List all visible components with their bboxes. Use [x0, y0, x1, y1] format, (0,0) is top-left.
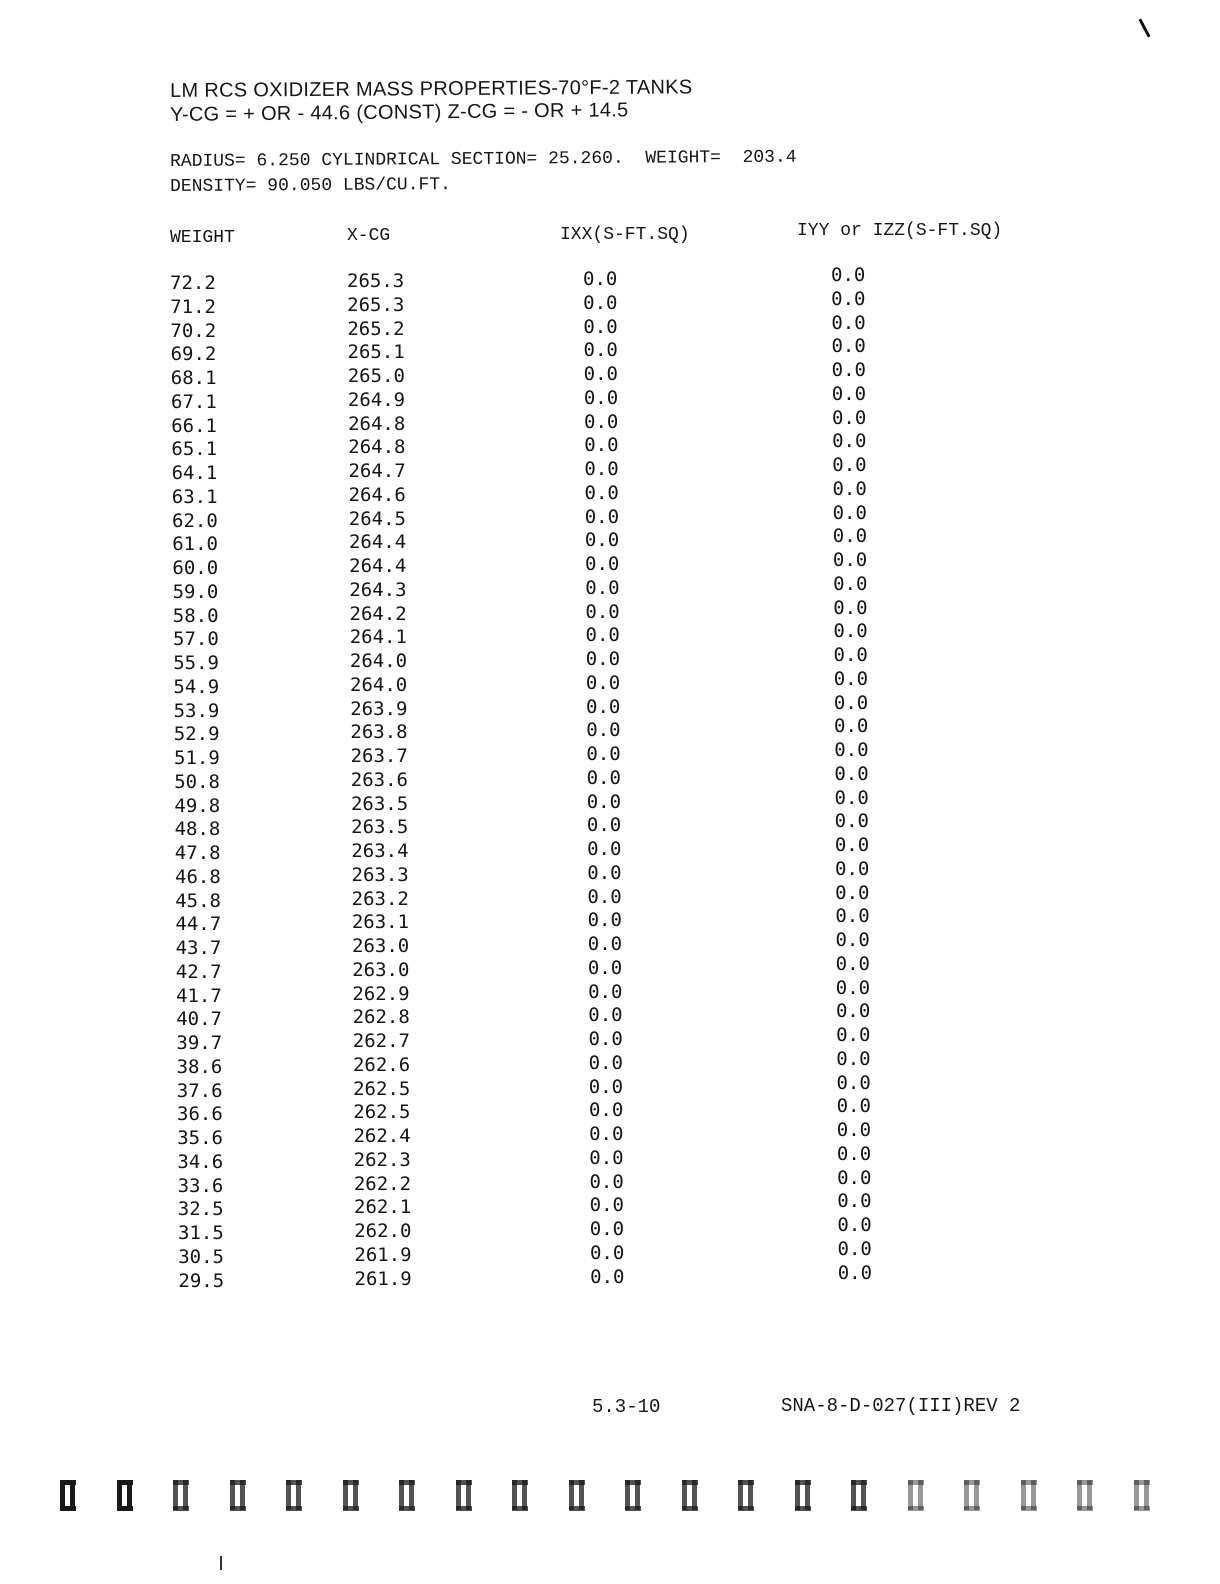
page-number: 5.3-10 [592, 1396, 661, 1418]
iyy-cell: 0.0 [837, 1190, 872, 1213]
xcg-cell: 262.9 [352, 982, 410, 1005]
xcg-cell: 263.0 [352, 935, 410, 957]
weight-cell: 59.0 [172, 580, 219, 603]
iyy-cell: 0.0 [833, 620, 868, 643]
iyy-cell: 0.0 [835, 905, 870, 928]
xcg-cell: 263.2 [351, 887, 409, 910]
iyy-cell: 0.0 [832, 549, 868, 571]
iyy-cell: 0.0 [831, 311, 866, 334]
weight-cell: 36.6 [177, 1103, 223, 1126]
perforation-mark [286, 1480, 308, 1514]
weight-cell: 52.9 [173, 723, 220, 746]
perforation-mark [964, 1480, 986, 1514]
xcg-cell: 262.5 [353, 1077, 411, 1100]
perforation-mark [682, 1480, 704, 1514]
weight-cell: 70.2 [170, 319, 217, 342]
weight-cell: 55.9 [173, 652, 219, 674]
ixx-cell: 0.0 [584, 481, 619, 504]
perforation-mark [230, 1480, 252, 1514]
cg-constants-line: Y-CG = + OR - 44.6 (CONST) Z-CG = - OR + 14.5 [170, 99, 629, 126]
iyy-cell: 0.0 [833, 691, 869, 714]
iyy-cell: 0.0 [837, 1214, 872, 1236]
weight-cell: 40.7 [176, 1008, 222, 1031]
weight-cell: 62.0 [172, 509, 218, 532]
xcg-cell: 262.0 [354, 1220, 412, 1242]
edge-mark [220, 1556, 222, 1570]
xcg-cell: 262.3 [353, 1148, 411, 1171]
iyy-cell: 0.0 [834, 810, 869, 833]
ixx-cell: 0.0 [586, 766, 621, 789]
iyy-cell: 0.0 [832, 454, 867, 476]
iyy-cell: 0.0 [833, 644, 868, 666]
ixx-cell: 0.0 [587, 885, 622, 908]
ixx-cell: 0.0 [587, 838, 622, 860]
weight-cell: 54.9 [173, 675, 220, 698]
ixx-cell: 0.0 [587, 956, 623, 979]
ixx-cell: 0.0 [583, 386, 619, 409]
ixx-cell: 0.0 [590, 1265, 625, 1288]
weight-cell: 47.8 [174, 842, 221, 864]
weight-cell: 39.7 [176, 1032, 223, 1054]
perforation-mark [569, 1480, 591, 1514]
xcg-cell: 264.5 [348, 507, 406, 530]
weight-cell: 69.2 [170, 343, 217, 366]
column-header-xcg: X-CG [347, 226, 391, 246]
weight-cell: 61.0 [172, 533, 218, 556]
corner-mark [1138, 18, 1150, 37]
perforation-mark [173, 1480, 195, 1514]
weight-cell: 46.8 [175, 865, 221, 888]
xcg-cell: 263.5 [350, 792, 409, 815]
ixx-cell: 0.0 [589, 1241, 625, 1264]
xcg-cell: 263.3 [351, 863, 409, 886]
iyy-cell: 0.0 [835, 857, 870, 880]
iyy-cell: 0.0 [836, 1071, 871, 1094]
iyy-cell: 0.0 [832, 477, 867, 500]
ixx-cell: 0.0 [584, 505, 620, 528]
weight-cell: 60.0 [172, 557, 219, 579]
weight-cell: 33.6 [177, 1174, 224, 1197]
ixx-cell: 0.0 [585, 648, 621, 670]
xcg-cell: 264.7 [348, 460, 406, 482]
iyy-cell: 0.0 [835, 952, 870, 975]
weight-cell: 48.8 [174, 818, 221, 841]
xcg-cell: 264.4 [349, 555, 407, 577]
iyy-cell: 0.0 [837, 1237, 872, 1260]
ixx-cell: 0.0 [583, 268, 618, 290]
xcg-cell: 263.6 [350, 768, 408, 791]
iyy-cell: 0.0 [831, 264, 866, 286]
weight-cell: 49.8 [174, 794, 221, 817]
weight-cell: 58.0 [172, 604, 219, 627]
ixx-cell: 0.0 [585, 576, 620, 599]
xcg-cell: 264.0 [350, 673, 408, 696]
xcg-cell: 263.0 [352, 958, 410, 981]
weight-cell: 41.7 [176, 984, 222, 1007]
ixx-cell: 0.0 [584, 410, 619, 433]
iyy-cell: 0.0 [835, 881, 870, 904]
ixx-cell: 0.0 [583, 363, 618, 385]
weight-cell: 35.6 [177, 1127, 223, 1149]
xcg-cell: 262.7 [352, 1030, 410, 1052]
weight-cell: 29.5 [178, 1269, 225, 1292]
perforation-mark [625, 1480, 647, 1514]
iyy-cell: 0.0 [833, 667, 869, 690]
xcg-cell: 264.1 [349, 626, 407, 649]
xcg-cell: 265.3 [347, 270, 405, 292]
iyy-cell: 0.0 [837, 1166, 872, 1189]
iyy-cell: 0.0 [834, 762, 869, 785]
xcg-cell: 263.4 [351, 840, 409, 862]
xcg-cell: 261.9 [354, 1243, 412, 1266]
xcg-cell: 262.2 [353, 1172, 412, 1195]
ixx-cell: 0.0 [586, 743, 621, 765]
ixx-cell: 0.0 [584, 458, 619, 480]
ixx-cell: 0.0 [586, 814, 622, 837]
perforation-mark [117, 1480, 139, 1514]
weight-cell: 43.7 [175, 937, 222, 959]
perforation-mark [512, 1480, 534, 1514]
ixx-cell: 0.0 [585, 624, 620, 647]
iyy-cell: 0.0 [833, 596, 868, 619]
ixx-cell: 0.0 [589, 1146, 624, 1169]
ixx-cell: 0.0 [584, 434, 619, 457]
ixx-cell: 0.0 [586, 790, 622, 813]
weight-cell: 38.6 [176, 1055, 223, 1078]
perforation-mark [795, 1480, 817, 1514]
xcg-cell: 264.8 [348, 436, 406, 459]
weight-cell: 63.1 [171, 485, 218, 508]
iyy-cell: 0.0 [832, 430, 867, 453]
iyy-cell: 0.0 [834, 786, 869, 809]
weight-cell: 67.1 [171, 390, 217, 413]
xcg-cell: 264.2 [349, 602, 407, 625]
weight-cell: 51.9 [174, 747, 220, 769]
weight-cell: 32.5 [177, 1198, 224, 1221]
xcg-cell: 262.1 [354, 1196, 412, 1219]
document-title: LM RCS OXIDIZER MASS PROPERTIES-70°F-2 TANKS [170, 76, 693, 102]
iyy-cell: 0.0 [831, 287, 866, 310]
ixx-cell: 0.0 [589, 1194, 624, 1217]
weight-cell: 64.1 [171, 462, 218, 484]
weight-cell: 31.5 [178, 1222, 224, 1244]
perforation-mark [60, 1480, 82, 1514]
weight-cell: 34.6 [177, 1150, 224, 1173]
xcg-cell: 264.8 [348, 412, 406, 435]
weight-cell: 42.7 [175, 960, 222, 983]
xcg-cell: 264.6 [348, 483, 406, 506]
ixx-cell: 0.0 [589, 1218, 625, 1240]
perforation-mark [738, 1480, 760, 1514]
iyy-cell: 0.0 [832, 501, 867, 524]
iyy-cell: 0.0 [831, 359, 866, 381]
xcg-cell: 263.9 [350, 697, 408, 720]
xcg-cell: 265.1 [347, 341, 405, 364]
xcg-cell: 263.5 [351, 816, 409, 839]
iyy-cell: 0.0 [835, 929, 870, 951]
perforation-mark [456, 1480, 478, 1514]
weight-cell: 72.2 [170, 272, 216, 294]
weight-cell: 44.7 [175, 913, 222, 936]
xcg-cell: 263.7 [350, 745, 408, 767]
perforation-mark [851, 1480, 873, 1514]
iyy-cell: 0.0 [832, 525, 868, 548]
iyy-cell: 0.0 [837, 1261, 873, 1284]
iyy-cell: 0.0 [836, 1142, 872, 1165]
ixx-cell: 0.0 [588, 980, 623, 1003]
ixx-cell: 0.0 [588, 1075, 624, 1098]
radius-weight-line: RADIUS= 6.250 CYLINDRICAL SECTION= 25.260. WEIGHT= 203.4 [170, 147, 797, 172]
ixx-cell: 0.0 [583, 291, 618, 314]
ixx-cell: 0.0 [583, 339, 618, 362]
ixx-cell: 0.0 [585, 600, 620, 623]
ixx-cell: 0.0 [589, 1170, 624, 1193]
perforation-mark [343, 1480, 365, 1514]
density-line: DENSITY= 90.050 LBS/CU.FT. [170, 175, 451, 197]
xcg-cell: 262.4 [353, 1125, 411, 1147]
weight-cell: 65.1 [171, 438, 218, 461]
perforation-mark [1077, 1480, 1099, 1514]
iyy-cell: 0.0 [836, 1095, 871, 1118]
ixx-cell: 0.0 [589, 1123, 624, 1145]
ixx-cell: 0.0 [585, 553, 620, 575]
iyy-cell: 0.0 [831, 406, 867, 429]
weight-cell: 66.1 [171, 414, 217, 437]
weight-cell: 53.9 [173, 699, 220, 722]
weight-cell: 37.6 [176, 1079, 223, 1102]
xcg-cell: 264.3 [349, 578, 407, 601]
weight-cell: 57.0 [173, 628, 219, 651]
xcg-cell: 261.9 [354, 1267, 412, 1290]
iyy-cell: 0.0 [835, 976, 871, 999]
iyy-cell: 0.0 [834, 715, 869, 738]
weight-cell: 71.2 [170, 295, 216, 318]
column-header-weight: WEIGHT [170, 228, 235, 248]
perforation-mark [908, 1480, 930, 1514]
ixx-cell: 0.0 [587, 861, 622, 884]
iyy-cell: 0.0 [831, 335, 866, 358]
iyy-cell: 0.0 [833, 572, 868, 595]
document-id: SNA-8-D-027(III)REV 2 [781, 1395, 1021, 1417]
ixx-cell: 0.0 [588, 1051, 623, 1074]
xcg-cell: 262.5 [353, 1101, 411, 1124]
ixx-cell: 0.0 [588, 1099, 624, 1122]
iyy-cell: 0.0 [836, 1119, 872, 1141]
iyy-cell: 0.0 [831, 382, 867, 405]
iyy-cell: 0.0 [836, 1047, 871, 1070]
perforation-mark [1021, 1480, 1043, 1514]
weight-cell: 68.1 [170, 367, 217, 389]
ixx-cell: 0.0 [583, 315, 618, 338]
ixx-cell: 0.0 [587, 909, 622, 932]
weight-cell: 50.8 [174, 770, 220, 793]
perforation-mark [399, 1480, 421, 1514]
ixx-cell: 0.0 [586, 695, 621, 718]
column-header-ixx: IXX(S-FT.SQ) [560, 225, 690, 245]
xcg-cell: 265.2 [347, 317, 405, 340]
iyy-cell: 0.0 [835, 1000, 871, 1023]
iyy-cell: 0.0 [836, 1024, 871, 1046]
iyy-cell: 0.0 [834, 834, 870, 856]
xcg-cell: 264.9 [347, 388, 406, 411]
ixx-cell: 0.0 [588, 1004, 623, 1027]
xcg-cell: 265.3 [347, 293, 405, 316]
ixx-cell: 0.0 [587, 933, 623, 955]
xcg-cell: 264.0 [349, 650, 408, 672]
weight-cell: 45.8 [175, 889, 221, 912]
ixx-cell: 0.0 [584, 529, 620, 552]
iyy-cell: 0.0 [834, 739, 869, 761]
xcg-cell: 265.0 [347, 365, 405, 387]
perforation-mark [1134, 1480, 1156, 1514]
ixx-cell: 0.0 [585, 671, 621, 694]
xcg-cell: 262.8 [352, 1006, 410, 1029]
ixx-cell: 0.0 [586, 719, 621, 742]
ixx-cell: 0.0 [588, 1028, 623, 1050]
xcg-cell: 264.4 [348, 531, 407, 554]
xcg-cell: 263.1 [351, 911, 410, 934]
weight-cell: 30.5 [178, 1245, 224, 1268]
column-header-iyy-izz: IYY or IZZ(S-FT.SQ) [797, 221, 1003, 241]
xcg-cell: 263.8 [350, 721, 408, 744]
xcg-cell: 262.6 [352, 1053, 411, 1076]
